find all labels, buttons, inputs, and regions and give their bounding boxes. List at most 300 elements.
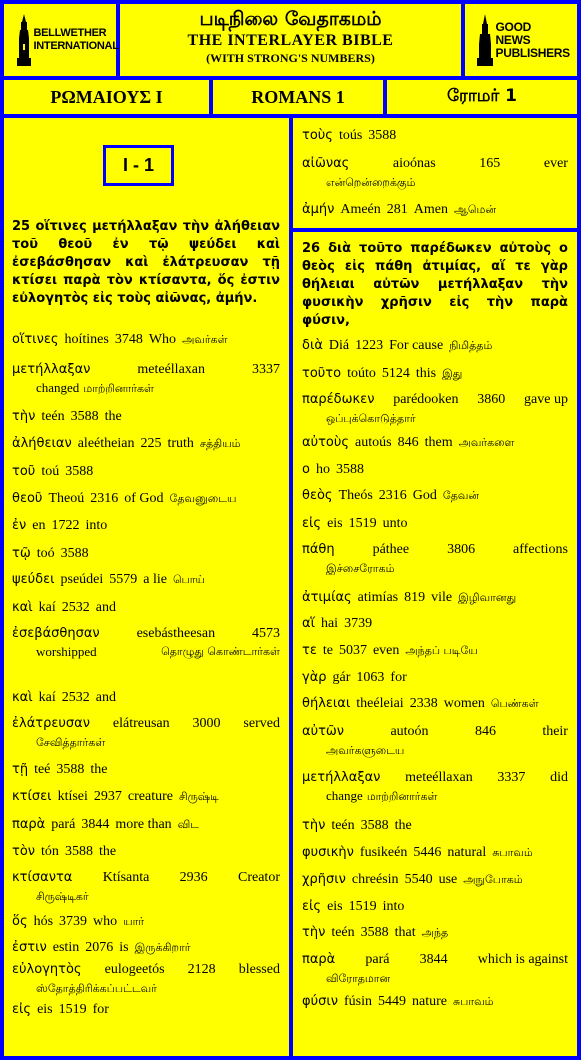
entry-strongs-number: 3337: [497, 770, 526, 785]
entry-continuation-line: [302, 173, 568, 192]
entry-strongs-number: 5579: [109, 572, 138, 587]
entry-transliteration: atimías: [357, 590, 399, 605]
entry-greek: ὅς: [12, 914, 28, 929]
interlinear-entry: [12, 868, 280, 906]
interlinear-entry: [12, 960, 280, 998]
entry-main-line: [302, 514, 568, 533]
entry-greek: φυσικὴν: [302, 845, 354, 860]
entry-strongs-number: 1519: [58, 1002, 87, 1017]
entry-continuation-line: [302, 787, 568, 806]
entry-strongs-number: 819: [404, 590, 426, 605]
entry-english: natural: [447, 845, 487, 860]
entry-tamil: அநுபோகம்: [463, 873, 523, 886]
entry-strongs-number: 2532: [61, 600, 90, 615]
entry-strongs-number: 3748: [114, 332, 143, 347]
entry-strongs-number: 846: [474, 724, 496, 739]
entry-tamil: சிருஷ்டி: [178, 790, 219, 803]
entry-strongs-number: 3588: [360, 925, 389, 940]
bellwether-logo: [4, 4, 119, 76]
entry-main-line: [12, 462, 280, 481]
entry-tamil: இழிவானது: [458, 591, 517, 604]
entry-strongs-number: 5449: [378, 994, 406, 1009]
entry-tamil: இது: [442, 367, 463, 380]
entry-greek: τὴν: [302, 818, 326, 833]
interlinear-entry: [302, 992, 568, 1011]
entry-greek: τῷ: [12, 546, 31, 561]
entry-english: changed: [36, 380, 80, 395]
entry-strongs-number: 2936: [179, 870, 208, 885]
interlinear-entry: [302, 364, 568, 383]
entry-transliteration: toú: [41, 464, 60, 479]
interlinear-entry: [12, 360, 280, 398]
entry-greek: αἰῶνας: [302, 156, 350, 171]
entry-english: of God: [124, 491, 164, 506]
entry-tamil: அந்த: [421, 926, 449, 939]
entry-transliteration: meteéllaxan: [137, 362, 206, 377]
entry-strongs-number: 5540: [404, 872, 433, 887]
entry-greek: τὴν: [12, 409, 36, 424]
entry-greek: τοῦ: [12, 464, 36, 479]
entry-tamil: விட: [177, 818, 199, 831]
entry-main-line: [302, 460, 568, 479]
entry-tamil: தேவன்: [442, 489, 480, 502]
entry-english: more than: [115, 817, 172, 832]
entry-english: For cause: [389, 338, 444, 353]
entry-english: which is against: [477, 952, 568, 967]
entry-strongs-number: 2316: [378, 488, 407, 503]
entry-strongs-number: 3588: [60, 546, 89, 561]
entry-main-line: [302, 433, 568, 452]
entry-english: even: [372, 643, 400, 658]
entry-strongs-number: 3588: [368, 128, 397, 143]
entry-transliteration: hoítines: [64, 332, 109, 347]
entry-tamil: இச்சைரோகம்: [326, 562, 395, 575]
entry-english: the: [394, 818, 412, 833]
entry-english: God: [412, 488, 437, 503]
interlinear-entry: [302, 768, 568, 806]
entry-transliteration: Ameén: [340, 202, 381, 217]
entry-tamil: விரோதமான: [326, 972, 391, 985]
entry-main-line: [12, 688, 280, 707]
entry-greek: τὸν: [12, 844, 36, 859]
entry-transliteration: Theoú: [48, 491, 85, 506]
entry-english: affections: [513, 542, 568, 557]
book-header-greek: ΡΩΜΑΙΟΥΣ Ι: [4, 80, 209, 114]
entry-english: them: [424, 435, 453, 450]
entry-greek: μετήλλαξαν: [302, 770, 381, 785]
interlinear-entry: [302, 897, 568, 916]
entry-strongs-number: 1223: [355, 338, 384, 353]
entry-strongs-number: 2532: [61, 690, 90, 705]
entry-transliteration: Theós: [338, 488, 373, 503]
interlinear-entry: [302, 336, 568, 355]
entry-tamil: மாற்றினார்கள்: [366, 790, 438, 803]
entry-tamil: சேவித்தார்கள்: [36, 736, 106, 749]
entry-greek: ἀτιμίας: [302, 590, 352, 605]
entry-transliteration: estin: [52, 940, 80, 955]
interlinear-entry: [302, 540, 568, 578]
entry-english: a lie: [143, 572, 167, 587]
interlinear-entry: [302, 923, 568, 942]
entry-greek: φύσιν: [302, 994, 338, 1009]
interlinear-entry: [302, 514, 568, 533]
entry-greek: ἀλήθειαν: [12, 436, 72, 451]
entry-transliteration: teén: [331, 818, 355, 833]
entry-greek: παρὰ: [12, 817, 46, 832]
entry-tamil: பெண்கள்: [490, 697, 539, 710]
entry-english: did: [550, 770, 568, 785]
entry-greek: παρὰ: [302, 952, 336, 967]
entry-main-line: [12, 330, 280, 349]
entry-main-line: [12, 787, 280, 806]
entry-strongs-number: 3806: [447, 542, 476, 557]
entry-main-line: [12, 960, 280, 979]
entry-english: the: [98, 844, 117, 859]
entry-tamil: ஸ்தோத்திரிக்கப்பட்டவர்: [36, 982, 157, 995]
entry-strongs-number: 3844: [419, 952, 448, 967]
bellwether-logo-text: BELLWETHER INTERNATIONAL: [33, 27, 119, 52]
entry-tamil: நிமித்தம்: [449, 339, 493, 352]
entry-english: for: [390, 670, 407, 685]
entry-tamil: சுபாவம்: [452, 995, 494, 1008]
interlinear-entry: [12, 570, 280, 589]
entry-transliteration: teén: [41, 409, 65, 424]
entry-tamil: தொழுது கொண்டார்கள்: [161, 645, 280, 658]
interlinear-entry: [302, 870, 568, 889]
entry-english: served: [243, 716, 280, 731]
entry-english: truth: [167, 436, 194, 451]
entry-main-line: [12, 624, 280, 643]
entry-main-line: [12, 760, 280, 779]
entry-strongs-number: 165: [479, 156, 501, 171]
entry-english: is: [119, 940, 129, 955]
entry-tamil: ஒப்புக்கொடுத்தார்: [326, 412, 416, 425]
interlinear-entry: [12, 407, 280, 426]
entry-strongs-number: 1063: [356, 670, 385, 685]
entry-greek: ψεύδει: [12, 572, 55, 587]
entry-main-line: [302, 614, 568, 633]
interlinear-entry: [12, 938, 280, 957]
interlinear-entry: [302, 816, 568, 835]
entry-transliteration: kaí: [38, 690, 56, 705]
entry-english: that: [394, 925, 416, 940]
entry-tamil: சிருஷ்டிகர்: [36, 890, 89, 903]
entry-transliteration: Ktísanta: [102, 870, 150, 885]
entry-greek: αἵ: [302, 616, 315, 631]
entry-tamil: அவர்கள்: [182, 333, 228, 346]
entry-main-line: [12, 407, 280, 426]
entry-english: Who: [148, 332, 177, 347]
entry-transliteration: ktísei: [57, 789, 88, 804]
entry-english: blessed: [238, 962, 280, 977]
entry-greek: τῇ: [12, 762, 29, 777]
entry-english: change: [326, 788, 363, 803]
entry-strongs-number: 3588: [360, 818, 389, 833]
interlinear-entry: [12, 714, 280, 752]
entry-transliteration: ho: [315, 462, 330, 477]
interlinear-entry: [12, 912, 280, 931]
entry-english: the: [104, 409, 122, 424]
entry-strongs-number: 3844: [81, 817, 110, 832]
interlinear-entry: [302, 722, 568, 760]
entry-tamil: பொய்: [173, 573, 205, 586]
entry-english: the: [90, 762, 108, 777]
entry-strongs-number: 281: [386, 202, 408, 217]
entry-transliteration: fusikeén: [359, 845, 408, 860]
entry-strongs-number: 3337: [251, 362, 280, 377]
interlinear-entry: [12, 489, 280, 508]
entry-continuation-line: [12, 379, 280, 398]
entry-transliteration: Diá: [328, 338, 350, 353]
entry-strongs-number: 1519: [348, 516, 377, 531]
header-title-block: [120, 4, 461, 76]
entry-tamil: யார்: [123, 915, 145, 928]
entry-main-line: [12, 570, 280, 589]
bell-tower-icon: [17, 14, 31, 66]
verse-25-greek: 25 οἵτινες μετήλλαξαν τὴν ἀλήθειαν τοῦ θεοῦ ἐν τῷ ψεύδει καὶ ἐσεβάσθησαν καὶ ἐλάτρευσαν τῇ κτίσει παρὰ τὸν κτίσαντα, ὅς ἐστιν εὐλογητὸς εἰς τοὺς αἰῶνας, ἀμήν.: [12, 219, 280, 306]
entry-strongs-number: 5037: [338, 643, 367, 658]
interlinear-entry: [12, 516, 280, 535]
entry-transliteration: hai: [320, 616, 339, 631]
interlinear-entry: [302, 486, 568, 505]
entry-transliteration: theéleiai: [356, 696, 404, 711]
entry-strongs-number: 2937: [93, 789, 122, 804]
entry-main-line: [12, 360, 280, 379]
entry-transliteration: eis: [327, 899, 343, 914]
entry-greek: τοῦτο: [302, 366, 342, 381]
entry-tamil: என்றென்றைக்கும்: [326, 176, 416, 189]
entry-strongs-number: 5124: [381, 366, 410, 381]
interlinear-entry: [302, 154, 568, 192]
entry-strongs-number: 1519: [348, 899, 377, 914]
entry-greek: κτίσαντα: [12, 870, 73, 885]
entry-main-line: [302, 923, 568, 942]
good-news-logo: [465, 4, 577, 76]
interlinear-entry: [302, 433, 568, 452]
entry-transliteration: toúto: [347, 366, 376, 381]
entry-strongs-number: 4573: [251, 626, 280, 641]
entry-main-line: [12, 516, 280, 535]
entry-main-line: [302, 668, 568, 687]
entry-main-line: [302, 390, 568, 409]
entry-transliteration: aioónas: [392, 156, 436, 171]
entry-strongs-number: 2128: [187, 962, 216, 977]
entry-transliteration: kaí: [38, 600, 56, 615]
interlinear-entry: [302, 950, 568, 988]
interlinear-entry: [12, 815, 280, 834]
entry-main-line: [12, 815, 280, 834]
entry-transliteration: eis: [327, 516, 343, 531]
entry-transliteration: autoús: [355, 435, 392, 450]
interlinear-entry: [12, 330, 280, 349]
entry-transliteration: toó: [36, 546, 55, 561]
entry-continuation-line: [12, 643, 280, 661]
entry-transliteration: teén: [331, 925, 355, 940]
entry-greek: καὶ: [12, 600, 33, 615]
entry-strongs-number: 5446: [413, 845, 442, 860]
entry-english: Amen: [413, 202, 448, 217]
entry-tamil: அவர்களை: [458, 436, 515, 449]
entry-transliteration: eulogeetós: [104, 962, 165, 977]
interlinear-entry: [302, 390, 568, 428]
entry-tamil: அவர்களுடைய: [326, 744, 405, 757]
entry-strongs-number: 3000: [192, 716, 221, 731]
entry-strongs-number: 846: [397, 435, 419, 450]
entry-english: vile: [431, 590, 453, 605]
entry-greek: τε: [302, 643, 317, 658]
entry-main-line: [302, 588, 568, 607]
entry-continuation-line: [12, 733, 280, 752]
entry-english: this: [415, 366, 437, 381]
entry-strongs-number: 3588: [56, 762, 85, 777]
entry-main-line: [302, 950, 568, 969]
good-news-logo-text: GOOD NEWS PUBLISHERS: [495, 19, 570, 60]
interlinear-entry: [302, 843, 568, 862]
interlinear-entry: [302, 460, 568, 479]
entry-main-line: [302, 694, 568, 713]
entry-greek: εἰς: [302, 516, 322, 531]
entry-main-line: [302, 870, 568, 889]
entry-tamil: சுபாவம்: [492, 846, 533, 859]
entry-english: Creator: [238, 870, 280, 885]
entry-tamil: இருக்கிறார்: [134, 941, 191, 954]
entry-strongs-number: 1722: [51, 518, 80, 533]
entry-main-line: [302, 722, 568, 741]
entry-main-line: [302, 364, 568, 383]
interlinear-entry: [302, 668, 568, 687]
entry-continuation-line: [302, 409, 568, 428]
entry-main-line: [12, 434, 280, 453]
entry-main-line: [302, 540, 568, 559]
entry-greek: γὰρ: [302, 670, 327, 685]
entry-continuation-line: [302, 741, 568, 760]
entry-tamil: ஆமென்: [454, 203, 496, 216]
entry-main-line: [12, 544, 280, 563]
interlinear-entry: [302, 126, 568, 145]
entry-english: for: [92, 1002, 109, 1017]
entry-greek: εἰς: [302, 899, 322, 914]
interlinear-entry: [12, 434, 280, 453]
interlinear-entry: [12, 544, 280, 563]
entry-main-line: [12, 868, 280, 887]
entry-english: their: [542, 724, 568, 739]
entry-greek: εἰς: [12, 1002, 32, 1017]
entry-greek: πάθη: [302, 542, 335, 557]
entry-continuation-line: [12, 887, 280, 906]
entry-main-line: [12, 912, 280, 931]
entry-transliteration: aleétheian: [77, 436, 135, 451]
title-english: THE INTERLAYER BIBLE: [187, 32, 394, 49]
entry-transliteration: meteéllaxan: [405, 770, 473, 785]
entry-tamil: அந்தப் படியே: [405, 644, 478, 657]
entry-greek: θεοῦ: [12, 491, 43, 506]
entry-greek: κτίσει: [12, 789, 52, 804]
interlinear-entry: [12, 842, 280, 861]
entry-greek: ἐστιν: [12, 940, 47, 955]
entry-main-line: [302, 126, 568, 145]
entry-english: into: [85, 518, 108, 533]
entry-tamil: தேவனுடைய: [169, 492, 237, 505]
entry-main-line: [12, 842, 280, 861]
entry-transliteration: tón: [41, 844, 59, 859]
entry-continuation-line: [302, 559, 568, 578]
interlinear-entry: [302, 200, 568, 219]
entry-main-line: [302, 843, 568, 862]
interlinear-entry: [12, 598, 280, 617]
entry-strongs-number: 2076: [85, 940, 114, 955]
book-header-english: ROMANS 1: [213, 80, 383, 114]
entry-english: and: [95, 690, 116, 705]
entry-strongs-number: 3860: [477, 392, 506, 407]
entry-transliteration: esebástheesan: [136, 626, 216, 641]
entry-greek: αὐτοὺς: [302, 435, 350, 450]
entry-transliteration: páthee: [372, 542, 410, 557]
entry-continuation-line: [12, 979, 280, 998]
entry-transliteration: chreésin: [351, 872, 399, 887]
interlinear-entry: [12, 760, 280, 779]
interlinear-entry: [12, 624, 280, 661]
entry-english: ever: [543, 156, 568, 171]
entry-transliteration: pará: [365, 952, 390, 967]
entry-greek: ἐλάτρευσαν: [12, 716, 90, 731]
entry-transliteration: elátreusan: [112, 716, 170, 731]
entry-tamil: சத்தியம்: [199, 437, 241, 450]
entry-transliteration: parédooken: [393, 392, 459, 407]
entry-english: into: [382, 899, 405, 914]
entry-greek: ἐν: [12, 518, 27, 533]
entry-transliteration: autoón: [390, 724, 429, 739]
entry-english: and: [95, 600, 116, 615]
entry-main-line: [12, 598, 280, 617]
entry-english: worshipped: [36, 644, 97, 659]
entry-transliteration: pseúdei: [60, 572, 104, 587]
entry-english: women: [443, 696, 485, 711]
entry-greek: ἐσεβάσθησαν: [12, 626, 100, 641]
tower-icon: [477, 14, 493, 66]
entry-strongs-number: 225: [140, 436, 162, 451]
entry-greek: θήλειαι: [302, 696, 351, 711]
entry-main-line: [302, 768, 568, 787]
entry-greek: εὐλογητὸς: [12, 962, 82, 977]
chapter-label: I - 1: [103, 145, 174, 186]
entry-greek: οἵτινες: [12, 332, 59, 347]
entry-transliteration: fúsin: [344, 994, 372, 1009]
interlinear-entry: [12, 688, 280, 707]
title-subtitle: (WITH STRONG'S NUMBERS): [206, 51, 375, 65]
interlinear-entry: [302, 641, 568, 660]
entry-transliteration: hós: [33, 914, 54, 929]
entry-greek: θεὸς: [302, 488, 333, 503]
entry-greek: αὐτῶν: [302, 724, 345, 739]
entry-transliteration: en: [32, 518, 46, 533]
entry-strongs-number: 2338: [409, 696, 438, 711]
entry-transliteration: toús: [338, 128, 363, 143]
entry-strongs-number: 2316: [90, 491, 119, 506]
entry-transliteration: teé: [34, 762, 51, 777]
entry-transliteration: gár: [332, 670, 351, 685]
verse-26-greek: 26 διὰ τοῦτο παρέδωκεν αὐτοὺς ο θεὸς εἰς πάθη ἀτιμίας, αἵ τε γὰρ θήλειαι αὐτῶν μετήλλαξαν τὴν φυσικὴν χρῆσιν εἰς τὴν παρὰ φύσιν,: [302, 241, 568, 328]
interlinear-entry: [302, 694, 568, 713]
entry-english: creature: [127, 789, 173, 804]
entry-main-line: [302, 154, 568, 173]
entry-english: use: [438, 872, 458, 887]
entry-main-line: [302, 897, 568, 916]
entry-main-line: [12, 938, 280, 957]
entry-main-line: [12, 489, 280, 508]
entry-english: unto: [382, 516, 408, 531]
entry-greek: καὶ: [12, 690, 33, 705]
entry-strongs-number: 3588: [65, 464, 94, 479]
